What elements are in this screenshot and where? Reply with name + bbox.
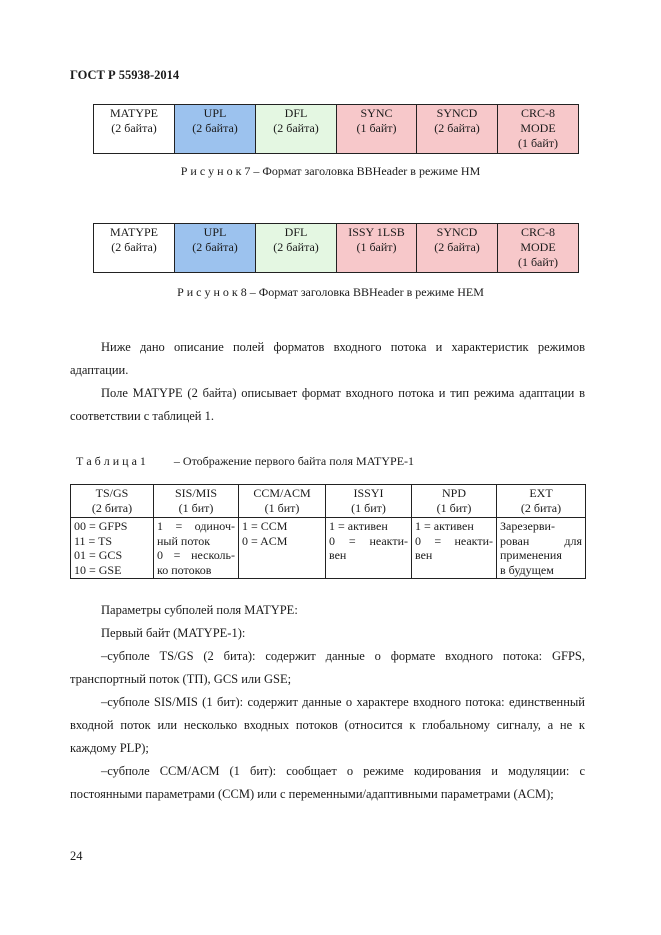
paragraph: –субполе CCM/ACM (1 бит): сообщает о режиме кодирования и модуляции: с постоянными параметрами (CCM) или с переменными/адаптивными параметрами (ACM); (70, 764, 585, 801)
table-cell-npd: 1 = активен 0 = неакти- вен (412, 518, 497, 579)
fig7-field-sync: SYNC (1 байт) (337, 105, 417, 154)
table-header-cell: CCM/ACM (1 бит) (239, 485, 326, 518)
fig8-field-syncd: SYNCD (2 байта) (417, 224, 498, 273)
table-1-matype (70, 484, 586, 579)
table-header-cell: SIS/MIS (1 бит) (154, 485, 239, 518)
page-number: 24 (70, 849, 83, 863)
table-cell-ccmacm: 1 = CCM 0 = ACM (239, 518, 326, 579)
fig7-field-matype: MATYPE (2 байта) (94, 105, 175, 154)
table-header-row (71, 485, 586, 518)
fig8-field-matype: MATYPE (2 байта) (94, 224, 175, 273)
fig8-field-upl: UPL (2 байта) (175, 224, 256, 273)
paragraph: Параметры субполей поля MATYPE: (101, 603, 298, 617)
fig8-field-issy: ISSY 1LSB (1 байт) (337, 224, 417, 273)
paragraph: Первый байт (MATYPE-1): (101, 626, 246, 640)
fig7-field-syncd: SYNCD (2 байта) (417, 105, 498, 154)
body-text (70, 599, 585, 806)
table-header-cell: TS/GS (2 бита) (71, 485, 154, 518)
fig8-field-crc8: CRC-8 MODE (1 байт) (498, 224, 579, 273)
table-cell-ext: Зарезерви- рован для применения в будущем (497, 518, 586, 579)
table-row (71, 518, 586, 579)
table-cell-issyi: 1 = активен 0 = неакти- вен (326, 518, 412, 579)
paragraph: –субполе SIS/MIS (1 бит): содержит данные о характере входного потока: единственный входной поток или несколько входных потоков (относится к глобальному сигналу, а не к каждому PLP); (70, 695, 585, 755)
table-header-cell: ISSYI (1 бит) (326, 485, 412, 518)
figure-8-caption: Р и с у н о к 8 – Формат заголовка BBHeader в режиме НЕМ (177, 285, 484, 299)
fig7-field-dfl: DFL (2 байта) (256, 105, 337, 154)
table-header-cell: NPD (1 бит) (412, 485, 497, 518)
figure-8-bbheader-table (93, 223, 579, 273)
figure-7-bbheader-table (93, 104, 579, 154)
intro-text (70, 336, 585, 428)
fig7-field-crc8: CRC-8 MODE (1 байт) (498, 105, 579, 154)
fig7-field-upl: UPL (2 байта) (175, 105, 256, 154)
table-cell-tsgs: 00 = GFPS 11 = TS 01 = GCS 10 = GSE (71, 518, 154, 579)
paragraph: Ниже дано описание полей форматов входного потока и характеристик режимов адаптации. (70, 340, 585, 377)
table-header-cell: EXT (2 бита) (497, 485, 586, 518)
fig8-field-dfl: DFL (2 байта) (256, 224, 337, 273)
figure-7-caption: Р и с у н о к 7 – Формат заголовка BBHeader в режиме НМ (180, 164, 481, 178)
standard-header: ГОСТ Р 55938-2014 (70, 68, 180, 82)
table-1-title: Т а б л и ц а 1 – Отображение первого байта поля MATYPE-1 (76, 454, 415, 468)
paragraph: Поле MATYPE (2 байта) описывает формат входного потока и тип режима адаптации в соответствии с таблицей 1. (70, 386, 585, 423)
table-cell-sismis: 1 = одиноч- ный поток 0 = несколь- ко потоков (154, 518, 239, 579)
paragraph: –субполе TS/GS (2 бита): содержит данные о формате входного потока: GFPS, транспортный поток (ТП), GCS или GSE; (70, 649, 585, 686)
